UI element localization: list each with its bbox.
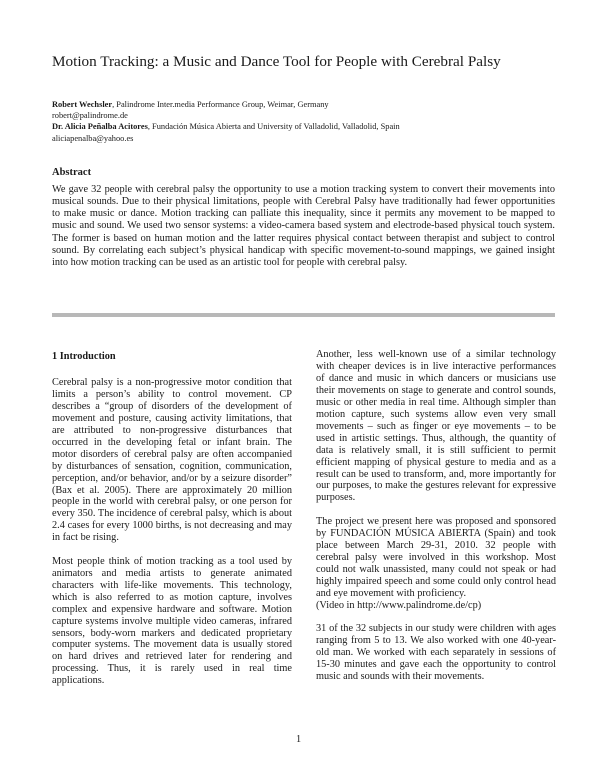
author-block [52, 99, 572, 144]
intro-paragraph-1: Cerebral palsy is a non-progressive motor condition that limits a person’s ability to control movement. CP describes a “group of disorders of the development of movement and posture, causing activity limitations, that are attributed to non-progressive disturbances that occurred in the developing fetal or infant brain. The motor disorders of cerebral palsy are often accompanied by disturbances of sensation, cognition, communication, perception, and/or behavior, and/or by a seizure disorder” (Bax et al. 2005). There are approximately 20 million people in the world with cerebral palsy, or one person for every 350. The incidence of cerebral palsy, which is about 2.4 cases for every 1000 births, is not decreasing and may in fact be rising. [52, 376, 292, 544]
intro-paragraph-2: Most people think of motion tracking as a tool used by animators and media artists to generate animated characters with life-like movements. This technology, which is also referred to as motion capture, involves complex and expensive hardware and software. Motion capture systems involve multiple video cameras, infrared sensors, body-worn markers and dedicated proprietary computer systems. The movement data is usually stored on hard drives and retrieved later for rendering and processing. Thus, it is rarely used in real time applications. [52, 555, 292, 687]
paper-title: Motion Tracking: a Music and Dance Tool for People with Cerebral Palsy [52, 53, 501, 70]
section-heading-introduction: 1 Introduction [52, 351, 116, 362]
left-column [52, 351, 292, 699]
intro-paragraph-3: Another, less well-known use of a similar technology with cheaper devices is in live interactive performances of dance and music in which dancers or musicians use their movements on stage to generate and control sounds, music or other media in real time. Although simpler than motion capture, such systems allow even very small movements – such as finger or eye movements – to be used in artistic settings. Thus, although, the quantity of data is relatively small, it is still sufficient to permit efficient mapping of physical gesture to media and as a result can be used to transform, and, more importantly for our purposes, to make the gestures relevant for expressive purposes. [316, 349, 556, 504]
author-2-affiliation: , Fundación Música Abierta and University of Valladolid, Valladolid, Spain [147, 122, 400, 132]
author-1-name: Robert Wechsler [52, 100, 113, 109]
author-2-line [52, 121, 572, 132]
author-1-affiliation: , Palindrome Inter.media Performance Group, Weimar, Germany [112, 100, 329, 109]
author-2-name: Dr. Alicia Peñalba Acitores [52, 122, 148, 132]
page-number: 1 [296, 734, 302, 745]
video-link-text[interactable]: (Video in http://www.palindrome.de/cp) [316, 599, 482, 611]
author-2-email: aliciapenalba@yahoo.es [52, 133, 134, 143]
abstract-heading: Abstract [52, 167, 92, 178]
intro-paragraph-5: 31 of the 32 subjects in our study were children with ages ranging from 5 to 13. We also worked with one 40-year-old man. We worked with each separately in sessions of 15-30 minutes and gave each the opportunity to control music and sounds with their movements. [316, 623, 556, 682]
abstract-text: We gave 32 people with cerebral palsy the opportunity to use a motion tracking system to convert their movements into musical sounds. Due to their physical limitations, people with Cerebral Palsy have traditionally had fewer opportunities to make music or dance. Motion tracking can palliate this inequality, since it permits any movement to be mapped to music and sound. We used two sensor systems: a video-camera based system and electrode-based physical touch system. The former is based on human motion and the latter requires physical contact between therapist and subject to control sound. By correlating each subject’s physical handicap with specific movement-to-sound mappings, we gained insight into how motion tracking can be used as an artistic tool for people with cerebral palsy. [52, 184, 555, 268]
intro-paragraph-4: The project we present here was proposed and sponsored by FUNDACIÓN MÚSICA ABIERTA (Spain) and took place between March 29-31, 2010. 32 people with cerebral palsy were involved in this workshop. Most could not walk unassisted, many could not speak or had highly impaired speech and some could only control head and eye movement with proficiency. [316, 515, 556, 599]
author-1-email: robert@palindrome.de [52, 111, 128, 121]
author-1-line [52, 99, 572, 110]
section-divider [52, 313, 555, 317]
right-column [316, 349, 556, 694]
